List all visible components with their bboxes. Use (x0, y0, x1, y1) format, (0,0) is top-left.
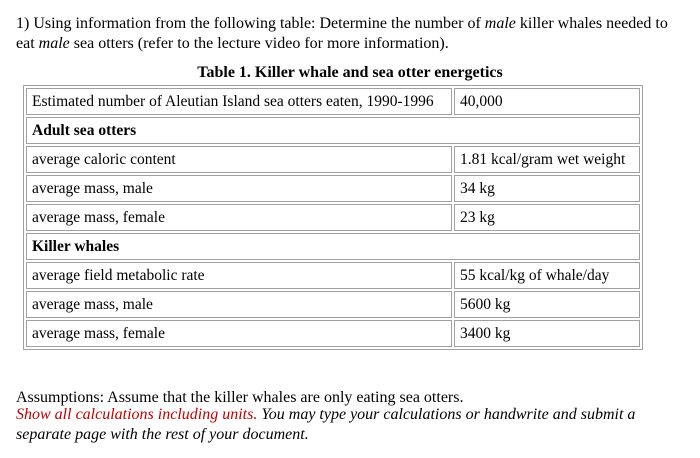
table-section-row (26, 117, 640, 144)
question-middle: killer whales needed to eat (16, 15, 668, 52)
instructions-rest: You may type your calculations or handwrite and submit a separate page with the rest of your document. (16, 406, 636, 443)
table-cell-value: 40,000 (454, 88, 640, 115)
table-cell-label: average mass, male (26, 175, 452, 202)
section-heading-killer-whales: Killer whales (26, 233, 640, 260)
assumptions-text: Assumptions: Assume that the killer whales are only eating sea otters. (16, 389, 464, 406)
energetics-table (23, 85, 643, 350)
table-cell-label: average mass, male (26, 291, 452, 318)
table-row (26, 146, 640, 173)
table-row (26, 320, 640, 347)
table-row (26, 262, 640, 289)
question-prefix: 1) Using information from the following table: Determine the number of (16, 15, 485, 32)
table-section-row (26, 233, 640, 260)
question-emphasis-male-1: male (484, 15, 516, 32)
table-row (26, 88, 640, 115)
table-cell-label: average mass, female (26, 320, 452, 347)
table-caption: Table 1. Killer whale and sea otter energetics (197, 64, 503, 81)
table-row (26, 175, 640, 202)
table-cell-value: 1.81 kcal/gram wet weight (454, 146, 640, 173)
instructions-text (16, 405, 684, 445)
question-emphasis-male-2: male (38, 35, 70, 52)
table-cell-value: 3400 kg (454, 320, 640, 347)
table-cell-value: 5600 kg (454, 291, 640, 318)
table-cell-value: 55 kcal/kg of whale/day (454, 262, 640, 289)
table-cell-label: average mass, female (26, 204, 452, 231)
question-text (16, 14, 684, 54)
table-cell-value: 23 kg (454, 204, 640, 231)
table-cell-label: average caloric content (26, 146, 452, 173)
instructions-highlight: Show all calculations including units. (16, 406, 258, 423)
section-heading-sea-otters: Adult sea otters (26, 117, 640, 144)
table-row (26, 291, 640, 318)
question-suffix: sea otters (refer to the lecture video for more information). (69, 35, 449, 52)
table-row (26, 204, 640, 231)
table-cell-label: Estimated number of Aleutian Island sea otters eaten, 1990-1996 (26, 88, 452, 115)
table-cell-value: 34 kg (454, 175, 640, 202)
table-cell-label: average field metabolic rate (26, 262, 452, 289)
